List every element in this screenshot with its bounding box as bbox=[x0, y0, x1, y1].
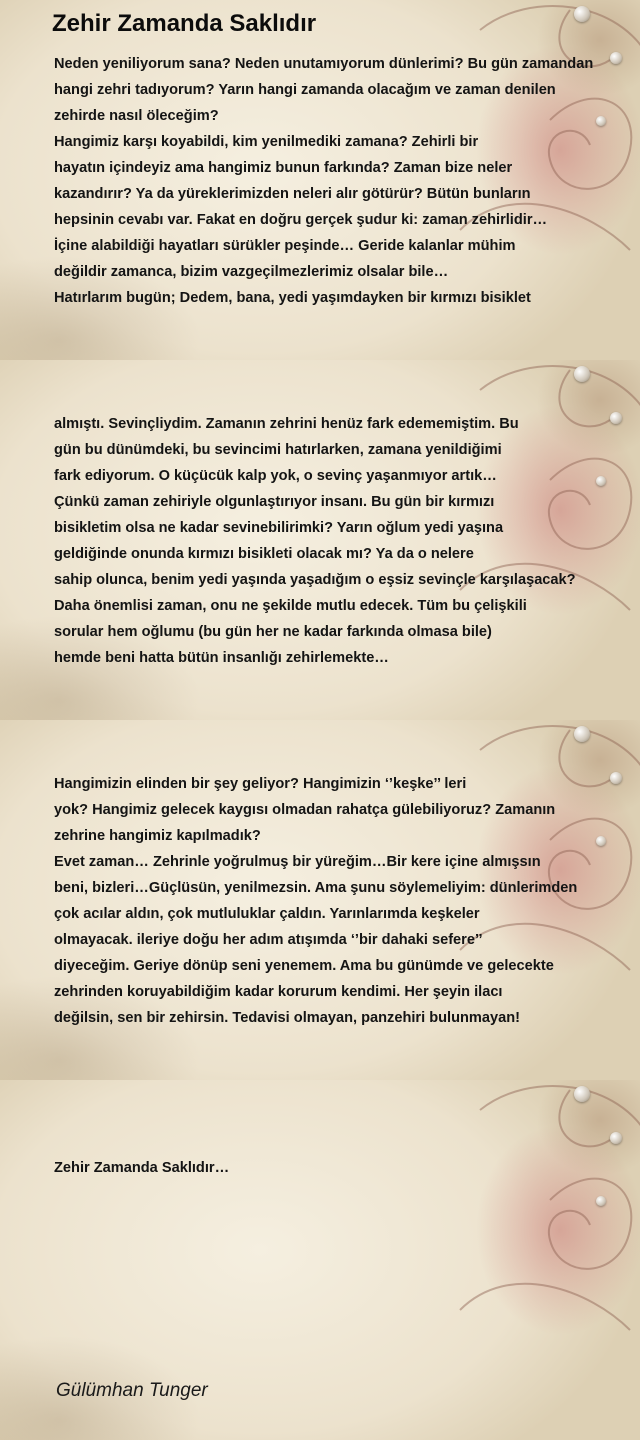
pearl-icon bbox=[610, 772, 622, 784]
pearl-icon bbox=[596, 836, 606, 846]
pearl-icon bbox=[574, 726, 590, 742]
pearl-icon bbox=[574, 6, 590, 22]
poem-text-block-1: Neden yeniliyorum sana? Neden unutamıyorum dünlerimi? Bu gün zamandan hangi zehri tadıyorum? Yarın hangi zamanda olacağım ve zaman denilen zehirde nasıl öleceğim? Hangimiz karşı koyabildi, kim yenilmediki zamana? Zehirli bir hayatın içindeyiz ama hangimiz bunun farkında? Zaman bize neler kazandırır? Ya da yüreklerimizden neleri alır götürür? Bütün bunların hepsinin cevabı var. Fakat en doğru gerçek şudur ki: zaman zehirlidir… İçine alabildiği hayatları sürükler peşinde… Geride kalanlar mühim değildir zamanca, bizim vazgeçilmezlerimiz olsalar bile… Hatırlarım bugün; Dedem, bana, yedi yaşımdayken bir kırmızı bisiklet bbox=[54, 56, 594, 306]
rose-swirl-icon bbox=[420, 1080, 640, 1350]
pearl-icon bbox=[596, 116, 606, 126]
page-panel-4 bbox=[0, 1080, 640, 1440]
pearl-icon bbox=[596, 1196, 606, 1206]
poem-text-block-2: almıştı. Sevinçliydim. Zamanın zehrini henüz fark edememiştim. Bu gün bu dünümdeki, bu sevincimi hatırlarken, zamana yenildiğimi fark ediyorum. O küçücük kalp yok, o sevinç yaşanmıyor artık… Çünkü zaman zehiriyle olgunlaştırıyor insanı. Bu gün bir kırmızı bisikletim olsa ne kadar sevinebilirimki? Yarın oğlum yedi yaşına geldiğinde onunda kırmızı bisikleti olacak mı? Ya da o nelere sahip olunca, benim yedi yaşında yaşadığım o eşsiz sevinçle karşılaşacak? Daha önemlisi zaman, onu ne şekilde mutlu edecek. Tüm bu çelişkili sorular hem oğlumu (bu gün her ne kadar farkında olmasa bile) hemde beni hatta bütün insanlığı zehirlemekte… bbox=[54, 416, 576, 666]
author-name: Gülümhan Tunger bbox=[56, 1380, 208, 1401]
pearl-icon bbox=[596, 476, 606, 486]
pearl-icon bbox=[574, 1086, 590, 1102]
page-panel-1 bbox=[0, 0, 640, 360]
page-panel-3 bbox=[0, 720, 640, 1080]
pearl-icon bbox=[610, 1132, 622, 1144]
poem-text-block-3: Hangimizin elinden bir şey geliyor? Hangimizin ‘’keşke’’ leri yok? Hangimiz gelecek kaygısı olmadan rahatça gülebiliyoruz? Zamanın zehrine hangimiz kapılmadık? Evet zaman… Zehrinle yoğrulmuş bir yüreğim…Bir kere içine almışsın beni, bizleri…Güçlüsün, yenilmezsin. Ama şunu söylemeliyim: dünlerimden çok acılar aldın, çok mutluluklar çaldın. Yarınlarımda keşkeler olmayacak. ileriye doğu her adım atışımda ‘’bir dahaki sefere’’ diyeceğim. Geriye dönüp seni yenemem. Ama bu günümde ve gelecekte zehrinden koruyabildiğim kadar korurum kendimi. Her şeyin ilacı değilsin, sen bir zehirsin. Tedavisi olmayan, panzehiri bulunmayan! bbox=[54, 776, 578, 1026]
poem-title: Zehir Zamanda Saklıdır bbox=[52, 10, 317, 37]
poem-closing-line: Zehir Zamanda Saklıdır… bbox=[54, 1160, 230, 1176]
page-panel-2 bbox=[0, 360, 640, 720]
pearl-icon bbox=[574, 366, 590, 382]
pearl-icon bbox=[610, 412, 622, 424]
pearl-icon bbox=[610, 52, 622, 64]
